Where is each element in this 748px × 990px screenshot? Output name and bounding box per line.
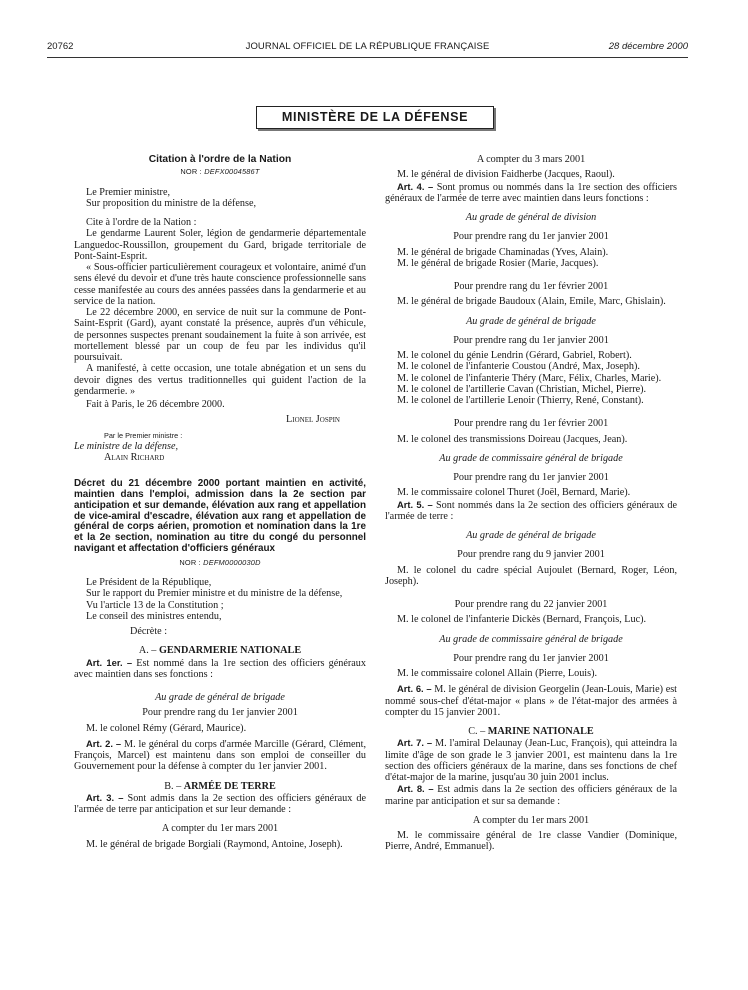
nominee: M. le commissaire colonel Allain (Pierre, Louis). [397, 668, 598, 679]
article-label: Art. 2. – [86, 737, 122, 749]
nominee: M. le commissaire général de 1re classe Vandier (Dominique, Pierre, André, Emmanuel). [385, 830, 677, 853]
section-prefix: A. – [138, 645, 157, 657]
rank-date: Pour prendre rang du 1er février 2001 [453, 281, 609, 292]
paragraph: Vu l'article 13 de la Constitution ; [86, 599, 224, 611]
rank-date: Pour prendre rang du 1er janvier 2001 [453, 472, 609, 483]
section-prefix: B. – [164, 780, 182, 792]
article-text: M. le général du corps d'armée Marcille (Gérard, Clément, François, Marcel) est maintenu dans son emploi de conseiller du Gouvernement pour la défense à compter du 1er janvier 2001. [74, 738, 367, 773]
paragraph: Le Premier ministre, [86, 186, 171, 198]
article-6 [385, 683, 677, 718]
article-label: Art. 8. – [397, 783, 434, 795]
header-rule [47, 57, 688, 58]
rank-date: Pour prendre rang du 1er janvier 2001 [453, 231, 609, 243]
article-text: Sont admis dans la 2e section des officiers généraux de l'armée de terre par anticipation et sur leur demande : [74, 792, 366, 816]
signatory: Lionel Jospin [286, 414, 340, 426]
section-title: ARMÉE DE TERRE [183, 780, 276, 792]
nominee: M. le général de brigade Rosier (Marie, Jacques). [397, 257, 599, 269]
section-title: GENDARMERIE NATIONALE [158, 645, 302, 657]
nor-label: NOR : [180, 167, 202, 177]
right-column [385, 154, 677, 853]
journal-title: JOURNAL OFFICIEL DE LA RÉPUBLIQUE FRANÇAISE [245, 41, 490, 52]
grade-heading: Au grade de général de division [465, 212, 597, 223]
article-5 [385, 499, 677, 523]
article-8 [385, 783, 677, 807]
rank-date: Pour prendre rang du 1er février 2001 [453, 418, 609, 430]
article-4 [385, 181, 677, 205]
section-heading-a [74, 645, 366, 656]
rank-date: Pour prendre rang du 1er janvier 2001 [142, 707, 298, 719]
grade-heading: Au grade de commissaire général de brigade [439, 452, 623, 464]
grade-heading: Au grade de général de brigade [155, 692, 285, 704]
section-title: MARINE NATIONALE [487, 726, 594, 737]
article-label: Art. 7. – [397, 737, 433, 749]
section-prefix: C. – [468, 726, 486, 737]
nominee: M. le colonel de l'artillerie Cavan (Christian, Michel, Pierre). [397, 383, 647, 395]
rank-date: A compter du 3 mars 2001 [476, 154, 586, 165]
rank-date: A compter du 1er mars 2001 [472, 814, 590, 826]
nominee: M. le colonel de l'infanterie Coustou (André, Max, Joseph). [397, 361, 640, 373]
nominee: M. le colonel du cadre spécial Aujoulet (Bernard, Roger, Léon, Joseph). [385, 564, 677, 587]
nor-code: DEFM0000030D [203, 557, 261, 567]
ministry-box: MINISTÈRE DE LA DÉFENSE [256, 106, 494, 129]
issue-date: 28 décembre 2000 [608, 41, 688, 52]
article-7 [385, 737, 677, 783]
paragraph: Le gendarme Laurent Soler, légion de gendarmerie départementale Languedoc-Roussillon, groupement du Gard, brigade territoriale de Pont-Saint-Esprit. [74, 228, 366, 262]
nor-label: NOR : [179, 557, 201, 567]
decret-nor [74, 557, 366, 568]
nominee: M. le colonel de l'infanterie Théry (Marc, Félix, Charles, Marie). [397, 372, 662, 384]
paragraph: A manifesté, à cette occasion, une totale abnégation et un sens du devoir dignes des vertus traditionnelles qui guident l'action de la gendarmerie. » [74, 363, 366, 397]
left-column [74, 154, 366, 850]
citation-title: Citation à l'ordre de la Nation [148, 154, 292, 165]
article-2 [74, 738, 366, 773]
citation-nor [74, 166, 366, 177]
section-heading-c [385, 726, 677, 737]
article-text: M. le général de division Georgelin (Jean-Louis, Marie) est nommé sous-chef d'état-major « plans » de l'état-major des armées à compter du 15 janvier 2001. [385, 684, 678, 718]
nominee: M. le colonel du génie Lendrin (Gérard, Gabriel, Robert). [397, 350, 632, 361]
article-text: Est admis dans la 2e section des officiers généraux de la marine par anticipation et sur sa demande : [385, 784, 677, 807]
paragraph: Fait à Paris, le 26 décembre 2000. [86, 399, 225, 410]
minister-name: Alain Richard [104, 452, 165, 463]
article-1 [74, 657, 366, 681]
nominee: M. le général de brigade Baudoux (Alain, Emile, Marc, Ghislain). [397, 296, 666, 308]
article-label: Art. 3. – [86, 791, 124, 803]
grade-heading: Au grade de général de brigade [466, 530, 596, 541]
article-label: Art. 5. – [397, 498, 433, 510]
nor-code: DEFX0004586T [204, 167, 260, 177]
decrete-label: Décrète : [130, 626, 168, 638]
paragraph: Le Président de la République, [86, 577, 212, 589]
nominee: M. le commissaire colonel Thuret (Joël, Bernard, Marie). [397, 487, 631, 499]
rank-date: A compter du 1er mars 2001 [161, 823, 279, 835]
nominee: M. le général de brigade Borgiali (Raymond, Antoine, Joseph). [86, 838, 343, 850]
paragraph: Sur proposition du ministre de la défense, [86, 197, 257, 209]
section-heading-b [74, 781, 366, 792]
minister-title: Le ministre de la défense, [74, 440, 179, 452]
page-number: 20762 [47, 41, 74, 52]
article-label: Art. 4. – [397, 180, 434, 192]
rank-date: Pour prendre rang du 1er janvier 2001 [453, 334, 609, 346]
paragraph: Sur le rapport du Premier ministre et du ministre de la défense, [86, 588, 343, 600]
article-text: Est nommé dans la 1re section des officiers généraux avec maintien dans ses fonctions : [74, 657, 366, 680]
article-label: Art. 1er. – [86, 656, 133, 668]
nominee: M. le général de division Faidherbe (Jacques, Raoul). [397, 169, 615, 181]
article-text: Sont nommés dans la 2e section des officiers généraux de l'armée de terre : [385, 499, 677, 522]
grade-heading: Au grade de général de brigade [466, 315, 596, 327]
grade-heading: Au grade de commissaire général de brigade [439, 633, 623, 645]
decret-title: Décret du 21 décembre 2000 portant maintien en activité, maintien dans l'emploi, admission dans la 2e section par anticipation et sur demande, élévation aux rang et appellation de vice-amiral d'escadre, élévation aux rang et appellation de général de corps aérien, promotion et nomination dans la 1re et la 2e section, nomination au titre du congé du personnel navigant et affectation d'officiers généraux [74, 478, 366, 555]
paragraph: « Sous-officier particulièrement courageux et volontaire, animé d'un sens élevé du devoir et d'une très haute conscience professionnelle sans cesse manifestée au cours des années passées dans la gendarmerie et au service de la nation. [74, 262, 366, 307]
nominee: M. le colonel des transmissions Doireau (Jacques, Jean). [397, 433, 628, 445]
article-text: M. l'amiral Delaunay (Jean-Luc, François), qui atteindra la limite d'âge de son grade le 3 janvier 2001, est maintenu dans la 1re section des officiers généraux de la marine, dans ses fonctions de chef d'état-major de la marine, jusqu'au 30 juin 2001 inclus. [385, 738, 677, 783]
paragraph: Le conseil des ministres entendu, [86, 610, 222, 622]
nominee: M. le colonel Rémy (Gérard, Maurice). [86, 722, 247, 734]
paragraph: Le 22 décembre 2000, en service de nuit sur la commune de Pont-Saint-Esprit (Gard), ayant constaté la présence, auprès d'un véhicule, de personnes suspectes prenant soudainement la fuite à son arrivée, est mortellement blessé par un coup de feu par les individus qu'il poursuivait. [74, 307, 366, 363]
article-label: Art. 6. – [397, 683, 432, 695]
nominee: M. le général de brigade Chaminadas (Yves, Alain). [397, 246, 609, 258]
rank-date: Pour prendre rang du 9 janvier 2001 [457, 549, 605, 561]
rank-date: Pour prendre rang du 1er janvier 2001 [453, 652, 609, 664]
by-pm-label: Par le Premier ministre : [104, 430, 183, 440]
running-header [47, 41, 688, 55]
article-text: Sont promus ou nommés dans la 1re section des officiers généraux de l'armée de terre avec maintien dans leurs fonctions : [385, 181, 678, 204]
article-3 [74, 792, 366, 816]
nominee: M. le colonel de l'infanterie Dickès (Bernard, François, Luc). [397, 614, 647, 626]
nominee: M. le colonel de l'artillerie Lenoir (Thierry, René, Constant). [397, 395, 644, 406]
paragraph: Cite à l'ordre de la Nation : [86, 217, 197, 228]
rank-date: Pour prendre rang du 22 janvier 2001 [454, 599, 608, 610]
